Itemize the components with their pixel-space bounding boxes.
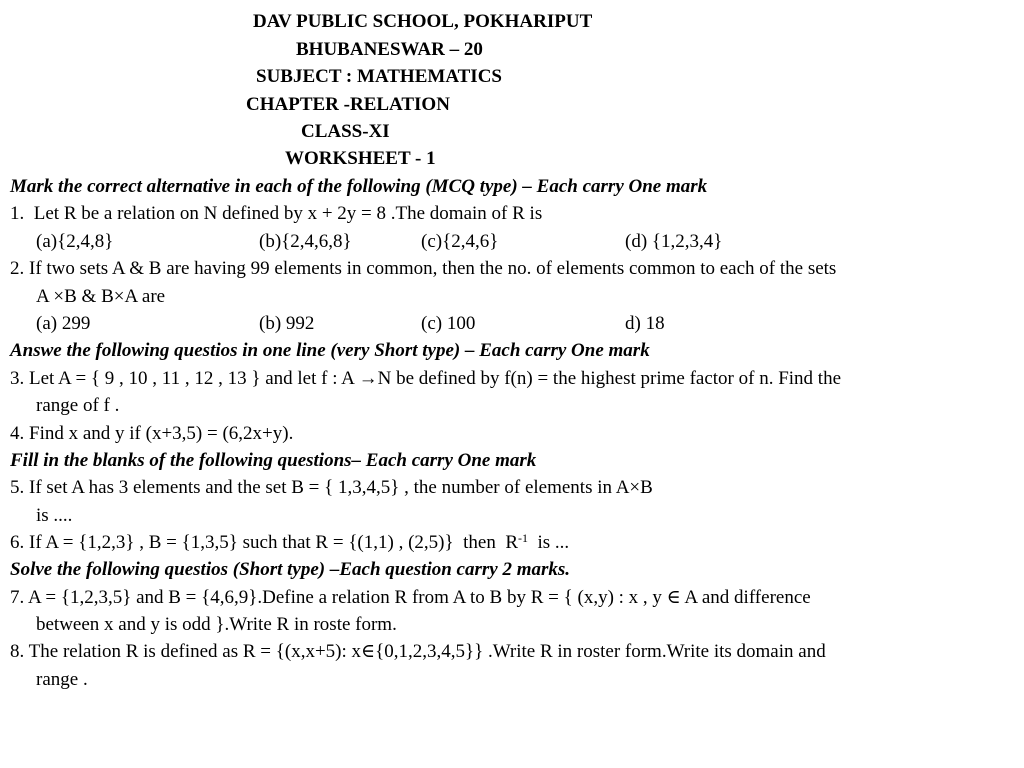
question-7: 7. A = {1,2,3,5} and B = {4,6,9}.Define a relation R from A to B by R = { (x,y) : x , y ∈ A and difference [10,587,811,608]
question-1: 1. Let R be a relation on N defined by x + 2y = 8 .The domain of R is [10,203,543,224]
question-8: 8. The relation R is defined as R = {(x,x+5): x∈{0,1,2,3,4,5}} .Write R in roster form.Write its domain and [10,641,826,662]
question-8-continued: range . [36,669,88,690]
class-title: CLASS-XI [301,121,390,142]
q2-option-d: d) 18 [625,313,665,334]
question-6 [10,532,569,554]
question-7-continued: between x and y is odd }.Write R in roste form. [36,614,397,635]
q2-option-c: (c) 100 [421,313,476,334]
school-city: BHUBANESWAR – 20 [296,39,483,60]
section-fill-blanks-heading: Fill in the blanks of the following questions– Each carry One mark [10,450,537,471]
section-short-type-heading: Solve the following questios (Short type) –Each question carry 2 marks. [10,559,571,580]
q1-option-a: (a){2,4,8} [36,231,114,252]
q2-option-a: (a) 299 [36,313,91,334]
section-mcq-heading: Mark the correct alternative in each of the following (MCQ type) – Each carry One mark [10,176,708,197]
worksheet-title: WORKSHEET - 1 [285,148,436,169]
question-5: 5. If set A has 3 elements and the set B = { 1,3,4,5} , the number of elements in A×B [10,477,653,498]
q1-option-d: (d) {1,2,3,4} [625,231,723,252]
section-short-answer-heading: Answe the following questios in one line (very Short type) – Each carry One mark [10,340,650,361]
question-6-tail: is ... [528,532,570,553]
question-4: 4. Find x and y if (x+3,5) = (6,2x+y). [10,423,294,444]
q1-option-b: (b){2,4,6,8} [259,231,352,252]
chapter-title: CHAPTER -RELATION [246,94,450,115]
question-3-continued: range of f . [36,395,120,416]
school-name: DAV PUBLIC SCHOOL, POKHARIPUT [253,11,593,32]
q1-option-c: (c){2,4,6} [421,231,499,252]
question-6-text: 6. If A = {1,2,3} , B = {1,3,5} such that R = {(1,1) , (2,5)} then R [10,532,518,553]
q2-option-b: (b) 992 [259,313,315,334]
question-3: 3. Let A = { 9 , 10 , 11 , 12 , 13 } and let f : A →N be defined by f(n) = the highest prime factor of n. Find the [10,368,842,389]
inverse-superscript: -1 [518,531,528,545]
question-2-continued: A ×B & B×A are [36,286,166,307]
question-2: 2. If two sets A & B are having 99 elements in common, then the no. of elements common to each of the sets [10,258,837,279]
subject-title: SUBJECT : MATHEMATICS [256,66,502,87]
question-5-continued: is .... [36,505,73,526]
